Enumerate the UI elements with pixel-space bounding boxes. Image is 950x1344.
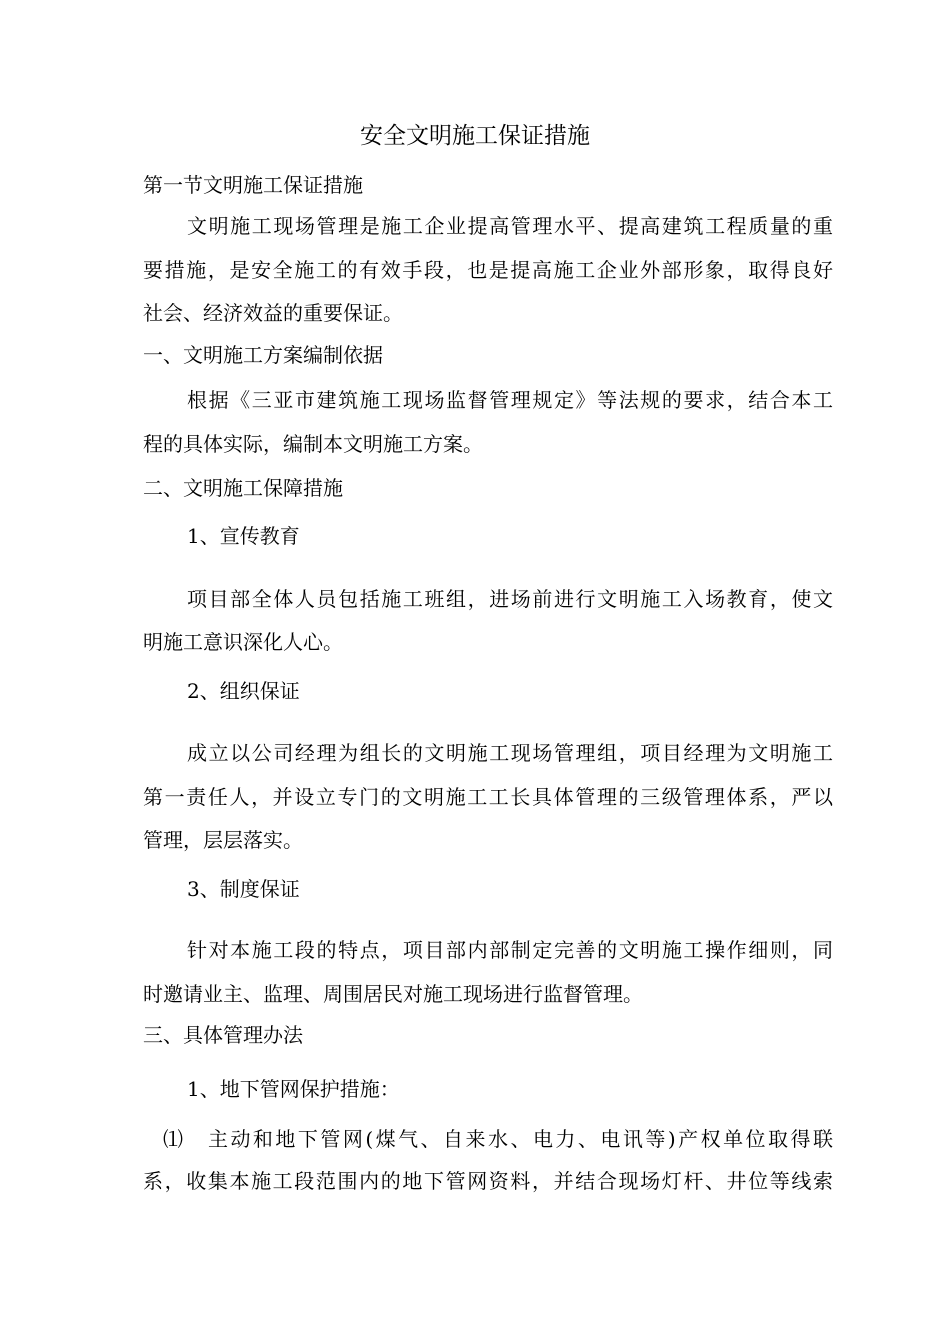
paragraph-line: 时邀请业主、监理、周围居民对施工现场进行监督管理。 [143,982,643,1006]
section-heading: 三、具体管理办法 [143,1023,303,1047]
paragraph-line: 针对本施工段的特点，项目部内部制定完善的文明施工操作细则，同 [187,938,833,962]
subsection-heading: 1、地下管网保护措施： [187,1077,400,1101]
section-heading: 一、文明施工方案编制依据 [143,343,383,367]
subsection-heading: 2、组织保证 [187,679,300,703]
paragraph-line: 成立以公司经理为组长的文明施工现场管理组，项目经理为文明施工 [187,741,833,765]
paragraph-line: 根据《三亚市建筑施工现场监督管理规定》等法规的要求，结合本工 [187,388,833,412]
paragraph-line: 项目部全体人员包括施工班组，进场前进行文明施工入场教育，使文 [187,587,833,611]
subsection-heading: 1、宣传教育 [187,524,300,548]
paragraph-line: 管理，层层落实。 [143,828,303,852]
subsection-heading: 3、制度保证 [187,877,300,901]
paragraph-line: 程的具体实际，编制本文明施工方案。 [143,432,483,456]
document-title: 安全文明施工保证措施 [360,123,590,149]
section-heading: 第一节文明施工保证措施 [143,173,363,197]
paragraph-line: 要措施，是安全施工的有效手段，也是提高施工企业外部形象，取得良好 [143,258,833,282]
paragraph-line: 文明施工现场管理是施工企业提高管理水平、提高建筑工程质量的重 [187,214,833,238]
paragraph-line: 社会、经济效益的重要保证。 [143,301,403,325]
paragraph-line: 第一责任人，并设立专门的文明施工工长具体管理的三级管理体系，严以 [143,785,833,809]
section-heading: 二、文明施工保障措施 [143,476,343,500]
paragraph-line: 系，收集本施工段范围内的地下管网资料，并结合现场灯杆、井位等线索 [143,1169,833,1193]
paragraph-line: 明施工意识深化人心。 [143,630,343,654]
paragraph-line: ⑴ 主动和地下管网(煤气、自来水、电力、电讯等)产权单位取得联 [163,1127,833,1151]
